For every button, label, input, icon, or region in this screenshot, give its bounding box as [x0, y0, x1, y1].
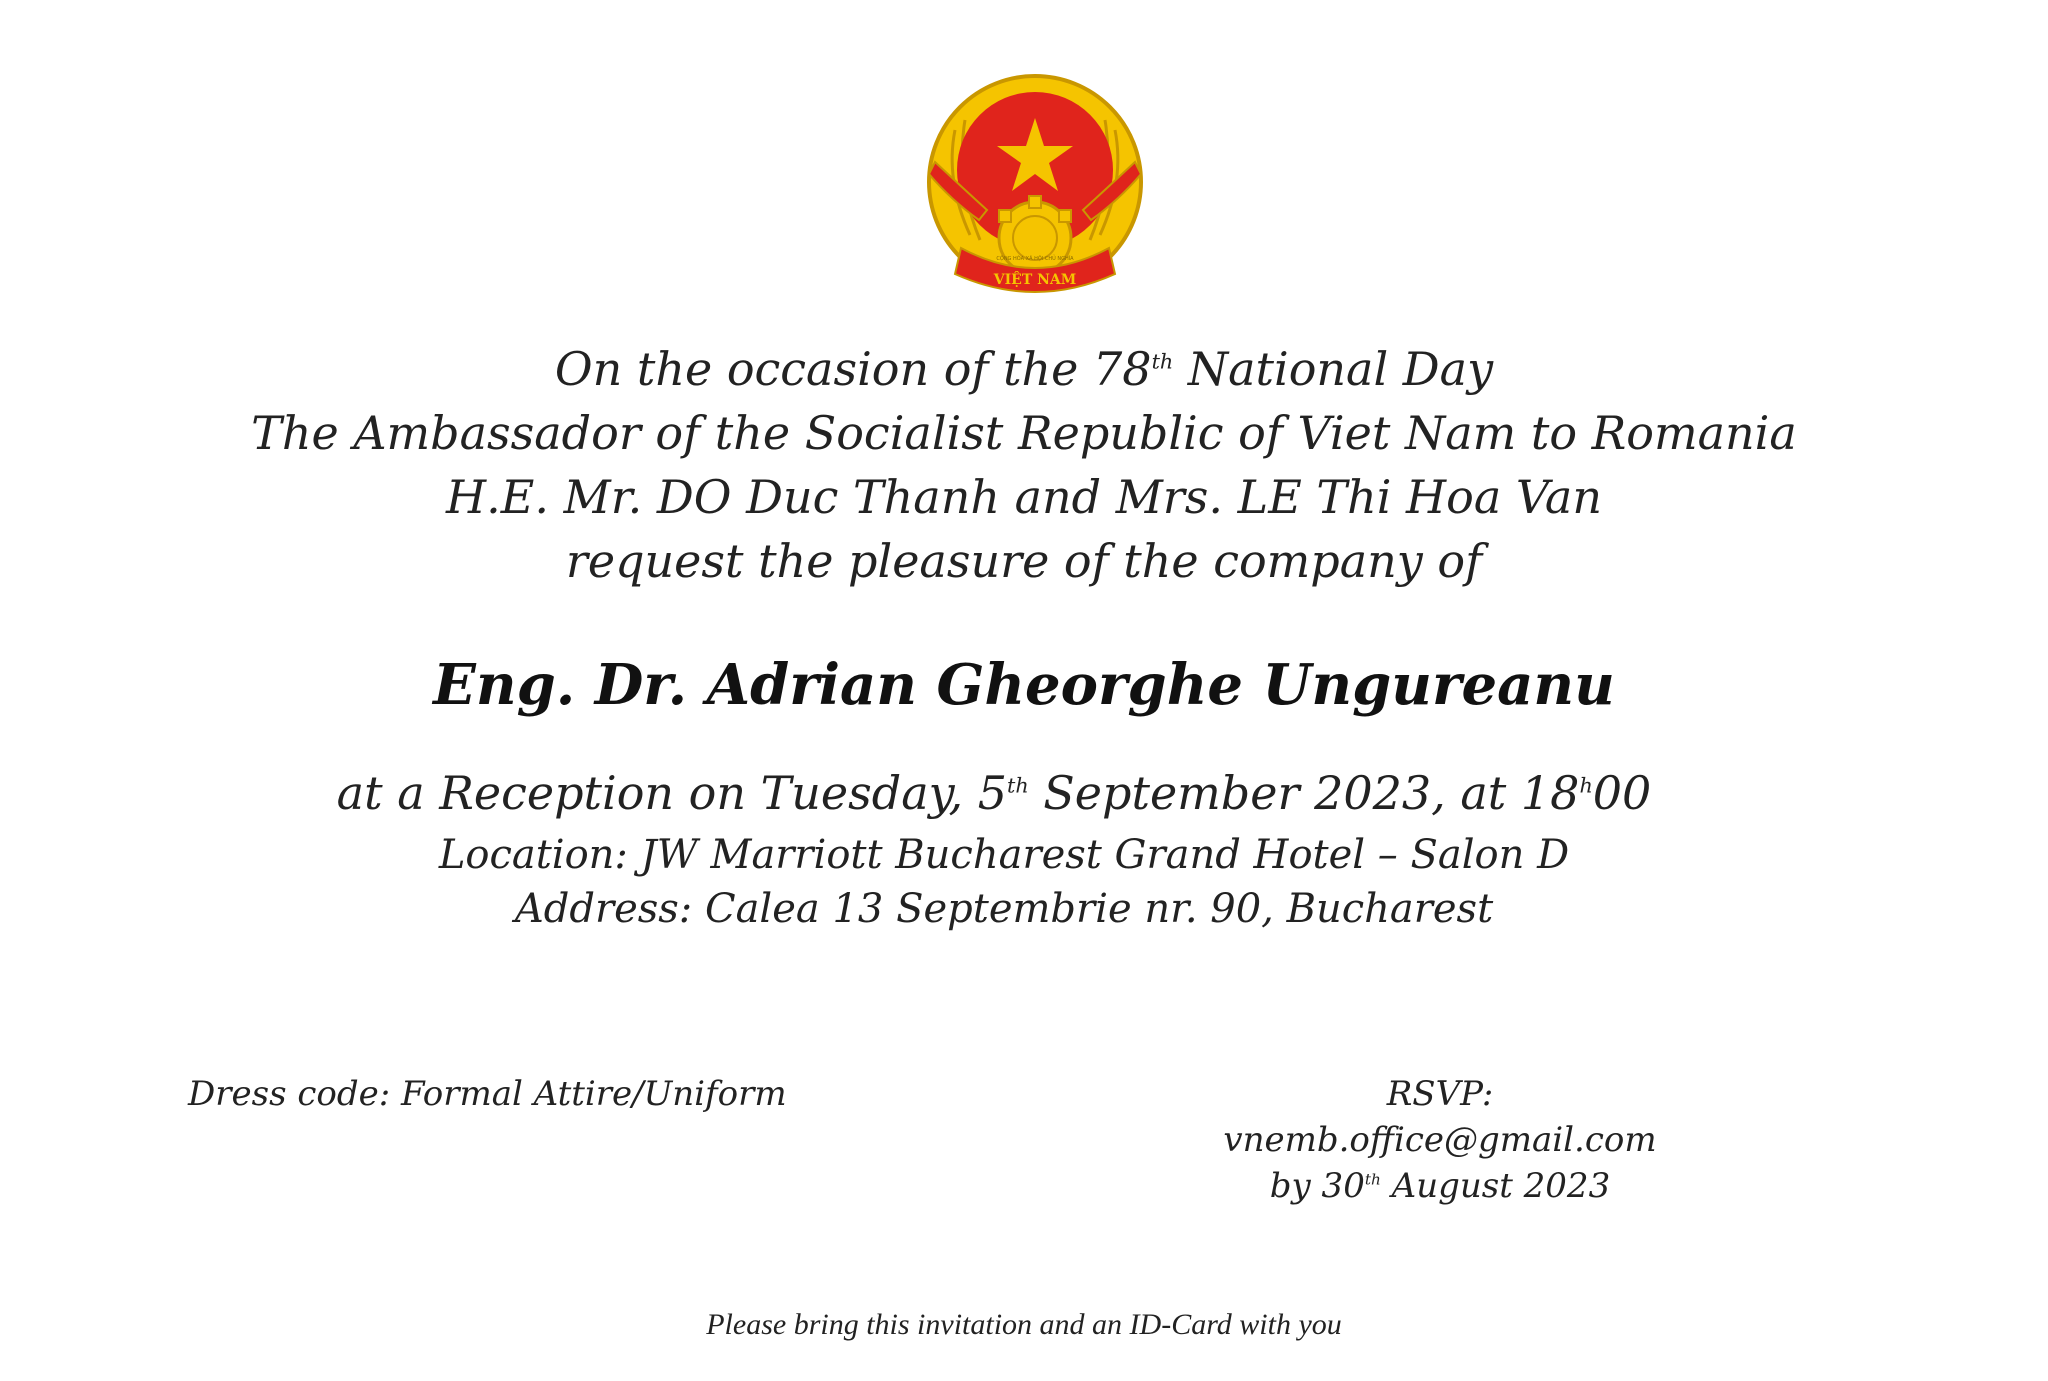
- rsvp-deadline: by 30th August 2023: [1269, 1166, 1611, 1206]
- reception-line: at a Reception on Tuesday, 5th September 2023, at 18$^h$00: [336, 766, 1652, 820]
- host-names-line: H.E. Mr. DO Duc Thanh and Mrs. LE Thi Hoa Van: [446, 470, 1602, 524]
- address-line: Address: Calea 13 Septembrie nr. 90, Bucharest: [514, 886, 1494, 932]
- location-line: Location: JW Marriott Bucharest Grand Hotel – Salon D: [438, 832, 1570, 878]
- occasion-line: On the occasion of the 78th National Day: [554, 342, 1494, 396]
- rsvp-email: vnemb.office@gmail.com: [1223, 1120, 1657, 1160]
- svg-text:VIỆT NAM: VIỆT NAM: [993, 272, 1077, 288]
- guest-name: Eng. Dr. Adrian Gheorghe Ungureanu: [433, 652, 1615, 718]
- ambassador-line: The Ambassador of the Socialist Republic of Viet Nam to Romania: [251, 406, 1797, 460]
- dress-code: Dress code: Formal Attire/Uniform: [188, 1074, 787, 1114]
- svg-text:CỘNG HÒA XÃ HỘI CHỦ NGHĨA: CỘNG HÒA XÃ HỘI CHỦ NGHĨA: [996, 256, 1074, 262]
- footer-note: Please bring this invitation and an ID-Card with you: [706, 1308, 1342, 1341]
- request-line: request the pleasure of the company of: [565, 534, 1483, 588]
- vietnam-national-emblem-icon: [925, 70, 1145, 310]
- rsvp-label: RSVP:: [1386, 1074, 1494, 1114]
